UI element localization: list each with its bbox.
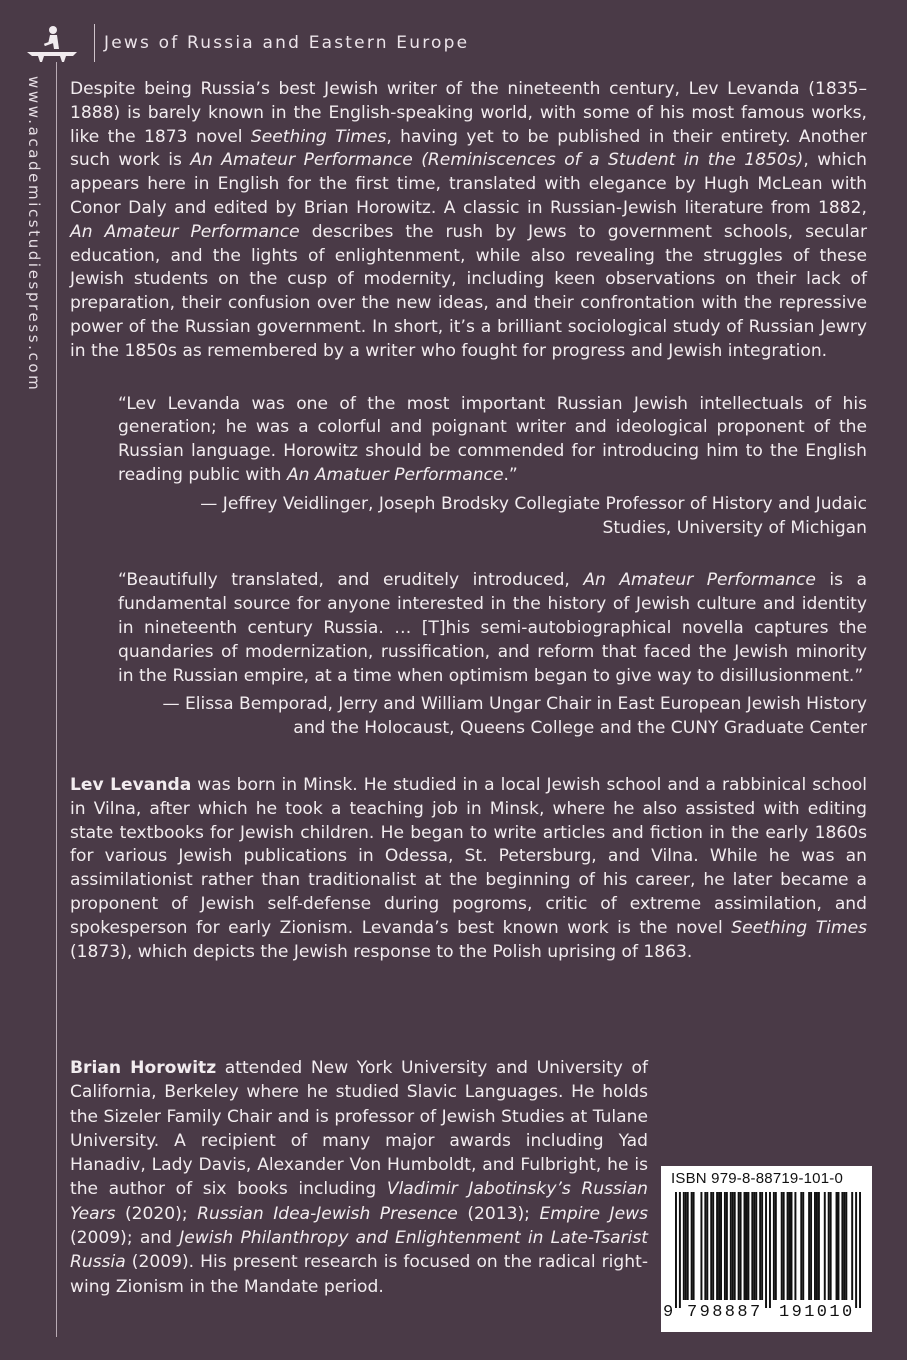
- barcode-bar: [783, 1192, 785, 1300]
- barcode-bar: [716, 1192, 718, 1300]
- barcode-bar: [781, 1192, 783, 1300]
- barcode-bar: [740, 1192, 742, 1300]
- barcode-bar: [712, 1192, 714, 1300]
- barcode-bar: [859, 1192, 861, 1308]
- barcode-bar: [720, 1192, 722, 1300]
- barcode-bar: [828, 1192, 830, 1300]
- side-divider: [56, 62, 57, 1337]
- barcode-bar: [775, 1192, 777, 1300]
- barcode-bar: [706, 1192, 708, 1300]
- barcode-bar: [787, 1192, 789, 1300]
- barcode-bar: [769, 1192, 771, 1308]
- barcode-bar: [810, 1192, 812, 1300]
- barcode-bar: [800, 1192, 802, 1300]
- barcode-bar: [855, 1192, 857, 1308]
- barcode-bar: [734, 1192, 736, 1300]
- barcode-bar: [700, 1192, 702, 1300]
- endorsement-attribution-2: — Elissa Bemporad, Jerry and William Ungar Chair in East European Jewish History and the Holocaust, Queens College and the CUNY Graduate Center: [162, 694, 867, 739]
- editor-bio: Brian Horowitz attended New York University and University of California, Berkeley where he studied Slavic Languages. He holds the Sizeler Family Chair and is professor of Jewish Studies at Tulane University. A recipient of many major awards including Yad Hanadiv, Lady Davis, Alexander Von Humboldt, and Fulbright, he is the author of six books including Vladimir Jabotinsky’s Russian Years (2020); Russian Idea-Jewish Presence (2013); Empire Jews (2009); and Jewish Philanthropy and Enlightenment in Late-Tsarist Russia (2009). His present research is focused on the radical right-wing Zionism in the Mandate period.: [70, 1058, 649, 1297]
- isbn-barcode: [661, 1166, 872, 1332]
- barcode-bar: [753, 1192, 755, 1300]
- barcode-bar: [843, 1192, 845, 1300]
- barcode-bar: [732, 1192, 734, 1300]
- barcode-bar: [759, 1192, 761, 1300]
- author-bio: Lev Levanda was born in Minsk. He studied in a local Jewish school and a rabbinical school in Vilna, after which he took a teaching job in Minsk, where he also assisted with editing state textbooks for Jewish children. He began to write articles and fiction in the early 1860s for various Jewish publications in Odessa, St. Petersburg, and Vilna. While he was an assimilationist rather than traditionalist at the beginning of his career, he later became a proponent of Jewish self-defense during pogroms, critic of extreme assimilation, and spokesperson for early Zionism. Levanda’s best known work is the novel Seething Times (1873), which depicts the Jewish response to the Polish uprising of 1863.: [70, 774, 868, 962]
- barcode-right-digits: 191010: [779, 1303, 855, 1322]
- barcode-bar: [704, 1192, 706, 1300]
- barcode-bar: [824, 1192, 826, 1300]
- barcode-bar: [838, 1192, 840, 1300]
- isbn-label: ISBN 979-8-88719-101-0: [671, 1170, 844, 1187]
- barcode-bar: [818, 1192, 820, 1300]
- barcode-bar: [794, 1192, 796, 1300]
- reading-figure-icon: [24, 22, 80, 68]
- barcode-bar: [718, 1192, 720, 1300]
- barcode-bar: [836, 1192, 838, 1300]
- book-description: Despite being Russia’s best Jewish writer of the nineteenth century, Lev Levanda (1835–1888) is barely known in the English-speaking world, with some of his most famous works, like the 1873 novel Seething Times, having yet to be published in their entirety. Another such work is An Amateur Performance (Reminiscences of a Student in the 1850s), which appears here in English for the first time, translated with elegance by Hugh McLean with Conor Daly and edited by Brian Horowitz. A classic in Russian-Jewish literature from 1882, An Amateur Performance describes the rush by Jews to government schools, secular education, and the lights of enlightenment, while also revealing the struggles of these Jewish students on the cusp of modernity, including keen observations on their lack of preparation, their confusion over the new ideas, and their confrontation with the repressive power of the Russian government. In short, it’s a brilliant sociological study of Russian Jewry in the 1850s as remembered by a writer who fought for progress and Jewish integration.: [70, 79, 867, 361]
- barcode-lead-digit: 9: [663, 1303, 674, 1322]
- barcode-bar: [747, 1192, 749, 1300]
- barcode-bar: [851, 1192, 853, 1300]
- barcode-bar: [761, 1192, 763, 1300]
- barcode-bar: [724, 1192, 726, 1300]
- website-vertical: [22, 76, 48, 460]
- barcode-bar: [744, 1192, 746, 1300]
- barcode-bar: [845, 1192, 847, 1300]
- barcode-bar: [691, 1192, 693, 1300]
- series-title: Jews of Russia and Eastern Europe: [104, 33, 470, 53]
- barcode-bar: [802, 1192, 804, 1300]
- barcode-bar: [816, 1192, 818, 1300]
- endorsement-quote-2: “Beautifully translated, and eruditely introduced, An Amateur Performance is a fundamental source for anyone interested in the history of Jewish culture and identity in nineteenth century Russia. … [T]his semi-autobiographical novella captures the quandaries of modernization, russification, and reform that faced the Jewish minority in the Russian empire, at a time when optimism began to give way to disillusionment.”: [118, 570, 868, 686]
- barcode-bar: [808, 1192, 810, 1300]
- barcode-bar: [830, 1192, 832, 1300]
- header-divider: [94, 24, 95, 62]
- barcode-bar: [683, 1192, 685, 1300]
- barcode-bar: [791, 1192, 793, 1300]
- barcode-bar: [789, 1192, 791, 1300]
- main-text: [70, 78, 867, 964]
- barcode-bar: [679, 1192, 681, 1308]
- barcode-bar: [751, 1192, 753, 1300]
- barcode-bar: [765, 1192, 767, 1308]
- barcode-bar: [773, 1192, 775, 1300]
- barcode-bars: [675, 1192, 861, 1308]
- barcode-bar: [745, 1192, 747, 1300]
- barcode-bar: [841, 1192, 843, 1300]
- barcode-bar: [730, 1192, 732, 1300]
- website-url: www.academicstudiespress.com: [25, 76, 43, 393]
- barcode-left-digits: 798887: [687, 1303, 763, 1322]
- barcode-bar: [685, 1192, 687, 1300]
- barcode-bar: [814, 1192, 816, 1300]
- barcode-bar: [738, 1192, 740, 1300]
- barcode-bar: [687, 1192, 689, 1300]
- barcode-bar: [710, 1192, 712, 1300]
- barcode-bar: [675, 1192, 677, 1308]
- barcode-bar: [726, 1192, 728, 1300]
- endorsement-attribution-1: — Jeffrey Veidlinger, Joseph Brodsky Collegiate Professor of History and Judaic Studies, University of Michigan: [200, 493, 867, 538]
- barcode-bar: [693, 1192, 695, 1300]
- endorsement-quote-1: “Lev Levanda was one of the most important Russian Jewish intellectuals of his generation; he was a colorful and poignant writer and ideological proponent of the Russian language. Horowitz should be commended for introducing him to the English reading public with An Amatuer Performance.”: [118, 393, 867, 485]
- barcode-bar: [755, 1192, 757, 1300]
